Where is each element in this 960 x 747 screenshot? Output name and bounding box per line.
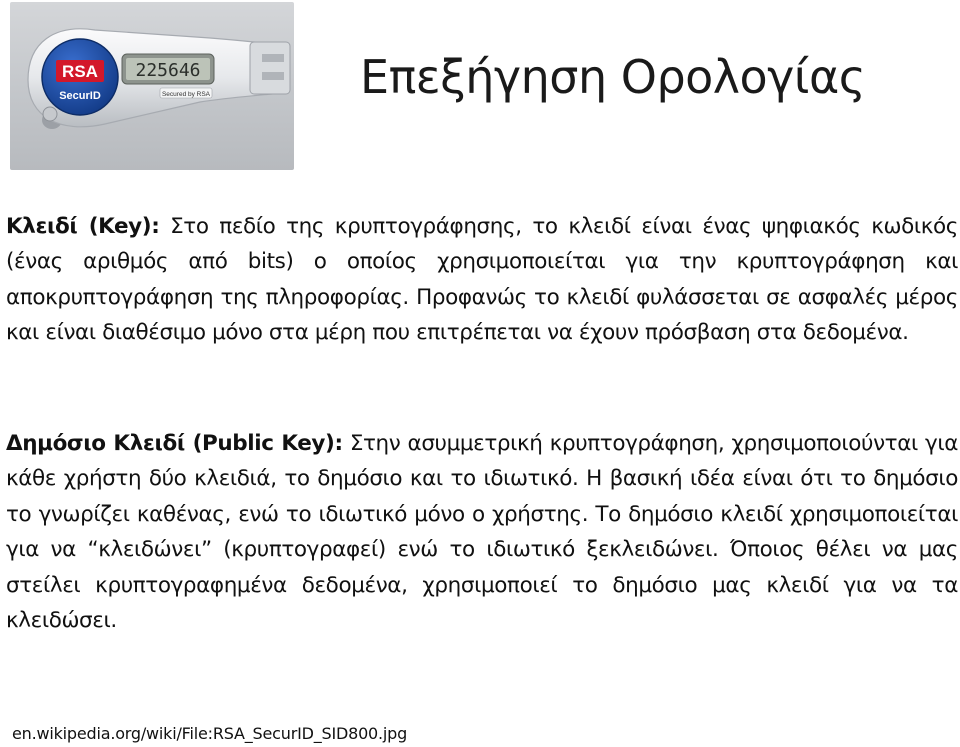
- term-public-key: Δημόσιο Κλειδί (Public Key):: [6, 431, 343, 456]
- rsa-logo-text: RSA: [62, 62, 98, 81]
- securid-logo-text: SecurID: [59, 90, 101, 102]
- secured-by-label: Secured by RSA: [161, 91, 211, 98]
- term-key: Κλειδί (Key):: [6, 214, 160, 239]
- definition-key: Στο πεδίο της κρυπτογράφησης, το κλειδί είναι ένας ψηφιακός κωδικός (ένας αριθμός από bits) ο οποίος χρησιμοποιείται για την κρυπτογράφηση και αποκρυπτογράφηση της πληροφορίας. Προφανώς το κλειδί φυλάσσεται σε ασφαλές μέρος και είναι διαθέσιμο μόνο στα μέρη που επιτρέπεται να έχουν πρόσβαση στα δεδομένα.: [6, 214, 958, 346]
- definition-public-key: Στην ασυμμετρική κρυπτογράφηση, χρησιμοποιούνται για κάθε χρήστη δύο κλειδιά, το δημόσιο και το ιδιωτικό. Η βασική ιδέα είναι ότι το δημόσιο το γνωρίζει καθένας, ενώ το ιδιωτικό μόνο ο χρήστης. Το δημόσιο κλειδί χρησιμοποιείται για να “κλειδώνει” (κρυπτογραφεί) ενώ το ιδιωτικό ξεκλειδώνει. Όποιος θέλει να μας στείλει κρυπτογραφημένα δεδομένα, χρησιμοποιεί το δημόσιο μας κλειδί για να τα κλειδώσει.: [6, 431, 958, 634]
- usb-connector: [250, 42, 290, 94]
- image-source-caption: en.wikipedia.org/wiki/File:RSA_SecurID_SID800.jpg: [12, 724, 408, 743]
- rsa-securid-photo: [10, 2, 294, 170]
- page-title: Επεξήγηση Ορολογίας: [360, 50, 866, 104]
- paragraph-key: [6, 209, 958, 351]
- lcd-code: 225646: [135, 60, 201, 81]
- paragraph-public-key: [6, 426, 958, 638]
- rsa-token-illustration: [10, 2, 294, 170]
